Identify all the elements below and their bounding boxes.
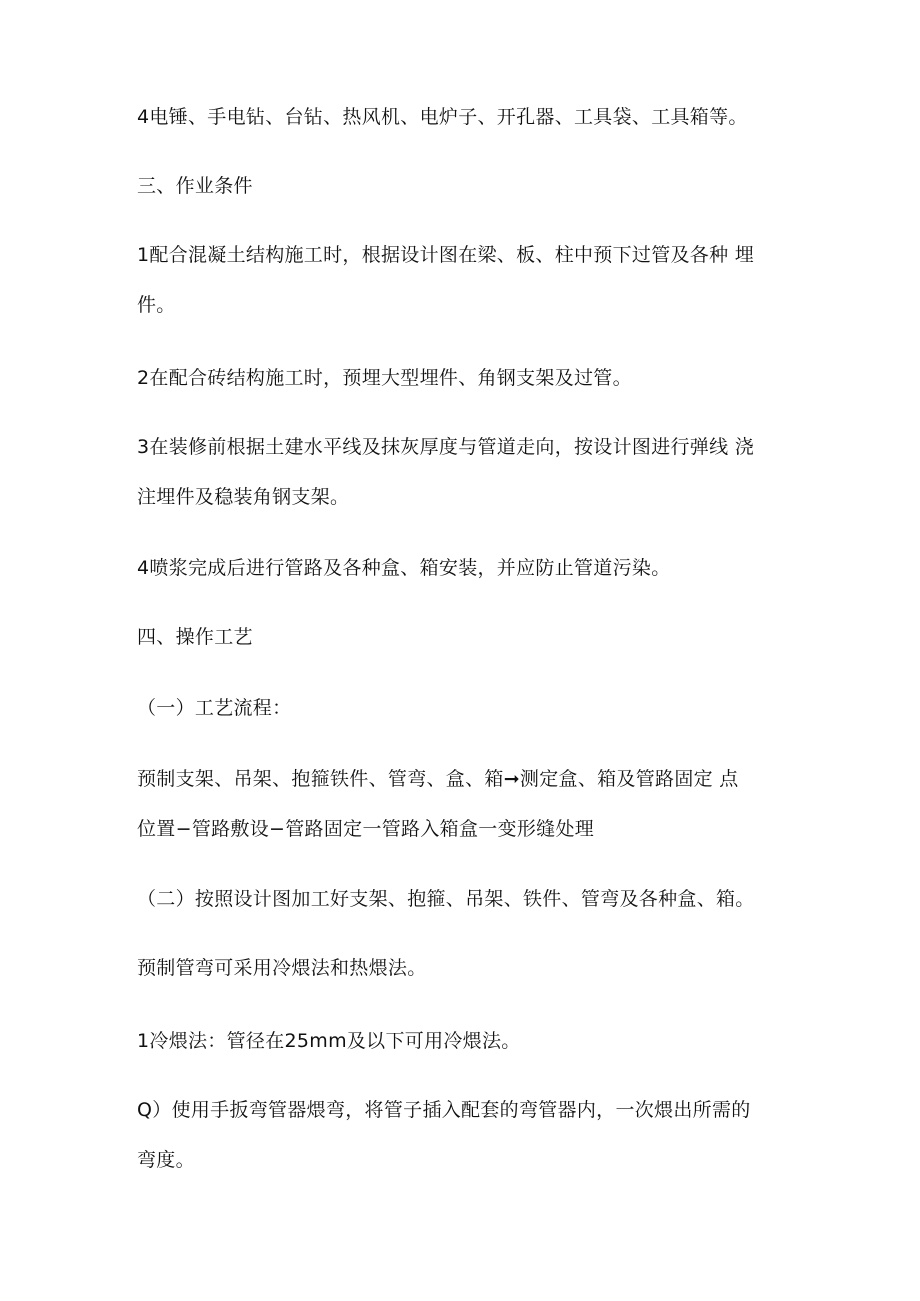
paragraph-cold-bending: 1冷煨法：管径在25mm及以下可用冷煨法。 bbox=[137, 1030, 521, 1052]
paragraph-spraying: 4喷浆完成后进行管路及各种盒、箱安装，并应防止管道污染。 bbox=[137, 557, 671, 579]
section-heading-work-conditions: 三、作业条件 bbox=[137, 175, 253, 197]
paragraph-bending-methods: 预制管弯可采用冷煨法和热煨法。 bbox=[137, 957, 427, 979]
paragraph-hand-bender-line-1: Q）使用手扳弯管器煨弯，将管子插入配套的弯管器内，一次煨出所需的 bbox=[137, 1099, 751, 1121]
paragraph-decoration-line-2: 注埋件及稳装角钢支架。 bbox=[137, 486, 350, 508]
paragraph-brick-structure: 2在配合砖结构施工时，预埋大型埋件、角钢支架及过管。 bbox=[137, 367, 632, 389]
paragraph-decoration-line-1: 3在装修前根据土建水平线及抹灰厚度与管道走向，按设计图进行弹线 浇 bbox=[137, 436, 755, 458]
paragraph-hand-bender-line-2: 弯度。 bbox=[137, 1149, 195, 1171]
paragraph-concrete-line-2: 件。 bbox=[137, 294, 176, 316]
paragraph-concrete-line-1: 1配合混凝土结构施工时，根据设计图在梁、板、柱中预下过管及各种 埋 bbox=[137, 244, 755, 266]
paragraph-tools-list: 4电锤、手电钻、台钻、热风机、电炉子、开孔器、工具袋、工具箱等。 bbox=[137, 106, 748, 128]
subheading-fabrication: （二）按照设计图加工好支架、抱箍、吊架、铁件、管弯及各种盒、箱。 bbox=[137, 888, 755, 910]
paragraph-flow-line-1: 预制支架、吊架、抱箍铁件、管弯、盒、箱➞测定盒、箱及管路固定 点 bbox=[137, 768, 739, 790]
subheading-process-flow: （一）工艺流程： bbox=[137, 697, 292, 719]
paragraph-flow-line-2: 位置−管路敷设−管路固定一管路入箱盒一变形缝处理 bbox=[137, 818, 595, 840]
section-heading-operation-process: 四、操作工艺 bbox=[137, 626, 253, 648]
